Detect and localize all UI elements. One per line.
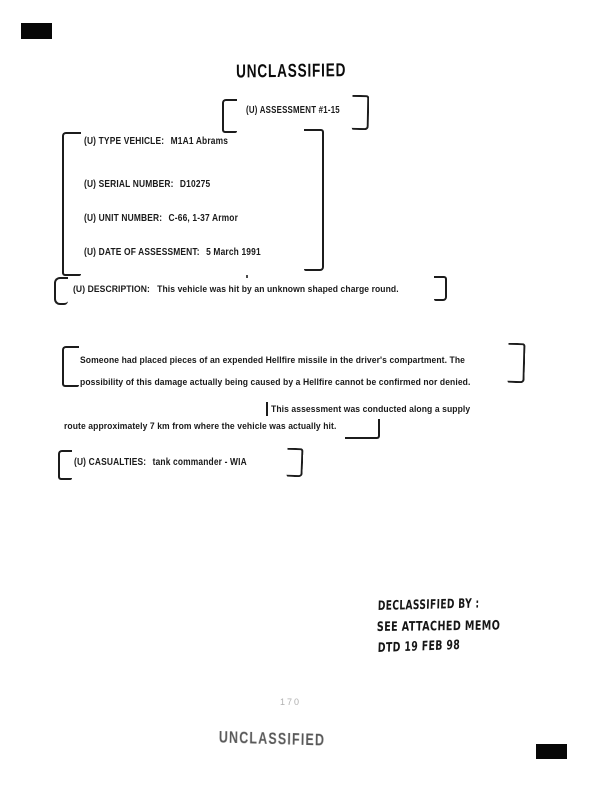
field-type-vehicle <box>84 135 228 147</box>
scan-speck <box>246 275 248 278</box>
bracket-note-close <box>507 343 525 383</box>
bracket-description-close <box>434 276 447 301</box>
classification-stamp-top: UNCLASSIFIED <box>236 59 347 82</box>
field-value: C-66, 1-37 Armor <box>168 212 239 224</box>
assessment-note-line-2: route approximately 7 km from where the vehicle was actually hit. <box>64 421 337 432</box>
bracket-supply-close <box>345 419 380 439</box>
field-serial-number <box>84 178 210 190</box>
field-value: D10275 <box>179 178 211 190</box>
assessment-note-line-1: This assessment was conducted along a supply <box>271 404 471 415</box>
redaction-mark-top-left <box>21 23 52 39</box>
casualties-value: tank commander - WIA <box>152 456 247 468</box>
field-date-of-assessment <box>84 246 261 258</box>
handwritten-declassified-by: DECLASSIFIED BY : <box>377 596 480 615</box>
note-line: Someone had placed pieces of an expended Hellfire missile in the driver's compartment. The <box>80 355 466 366</box>
description-label: (U) DESCRIPTION: <box>73 284 150 295</box>
note-line: possibility of this damage actually being caused by a Hellfire cannot be confirmed nor denied. <box>80 376 471 388</box>
description-line <box>73 284 399 295</box>
assessment-title: (U) ASSESSMENT #1-15 <box>246 104 340 116</box>
bracket-title-close <box>352 95 370 130</box>
classification-stamp-bottom: UNCLASSIFIED <box>218 729 326 750</box>
field-value: 5 March 1991 <box>206 246 261 258</box>
handwritten-see-attached-memo: SEE ATTACHED MEMO <box>376 618 501 636</box>
casualties-label: (U) CASUALTIES: <box>74 456 147 468</box>
field-label: (U) TYPE VEHICLE: <box>84 135 165 147</box>
note-paragraph <box>80 350 470 393</box>
field-value: M1A1 Abrams <box>170 135 229 147</box>
field-label: (U) DATE OF ASSESSMENT: <box>84 246 200 258</box>
bracket-fields-open <box>62 132 81 276</box>
field-label: (U) SERIAL NUMBER: <box>84 178 174 190</box>
bracket-fields-close <box>304 129 324 271</box>
description-value: This vehicle was hit by an unknown shaped charge round. <box>157 284 399 295</box>
field-label: (U) UNIT NUMBER: <box>84 212 163 224</box>
redaction-mark-bottom-right <box>536 744 567 759</box>
field-unit-number <box>84 212 238 224</box>
casualties-line <box>74 456 247 468</box>
bracket-supply-open <box>266 402 268 416</box>
bracket-casualties-open <box>58 450 72 480</box>
bracket-description-open <box>54 277 68 305</box>
page-number: 170 <box>280 697 302 707</box>
bracket-title-open <box>222 99 237 133</box>
handwritten-date: DTD 19 FEB 98 <box>377 638 461 657</box>
bracket-casualties-close <box>286 448 303 478</box>
bracket-note-open <box>62 346 79 387</box>
